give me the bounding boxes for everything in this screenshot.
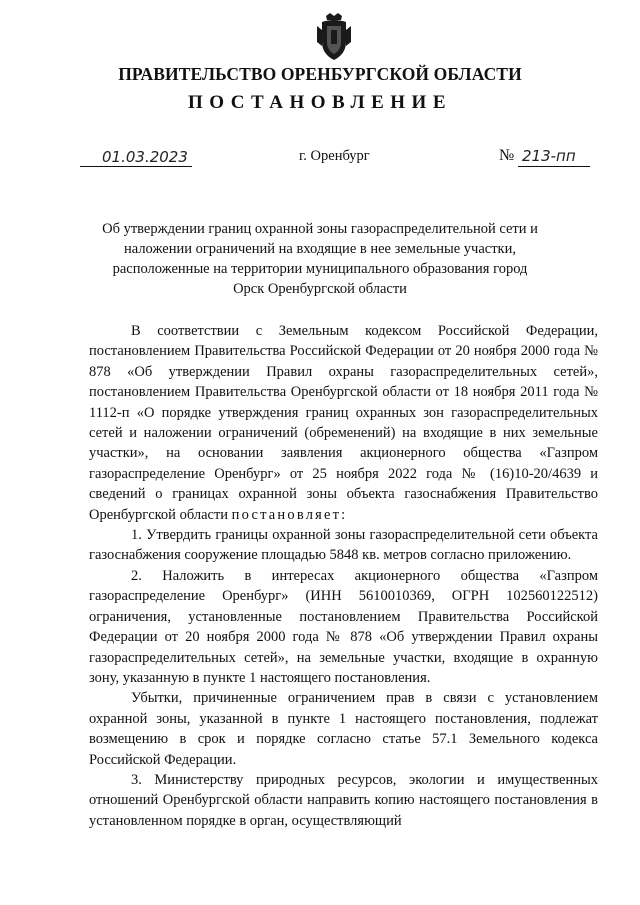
item-3-paragraph: 3. Министерству природных ресурсов, экологии и имущественных отношений Оренбургской области направить копию настоящего постановления в установленном порядке в орган, осуществляющий (89, 771, 598, 829)
government-title: ПРАВИТЕЛЬСТВО ОРЕНБУРГСКОЙ ОБЛАСТИ (118, 64, 522, 84)
losses-paragraph: Убытки, причиненные ограничением прав в связи с установлением охранной зоны, указанной в пункте 1 настоящего постановления, подлежат возмещению в срок и порядке согласно статье 57.1 Земельного кодекса Российской Федерации. (89, 690, 598, 768)
decree-body (89, 321, 598, 831)
coat-of-arms-icon (314, 12, 354, 62)
decree-number: 213-пп (522, 147, 576, 165)
item-2-paragraph: 2. Наложить в интересах акционерного общества «Газпром газораспределение Оренбург» (ИНН 5610010369, ОГРН 102560122512) ограничения, установленные постановлением Правительства Российской Федерации от 20 ноября 2000 года № 878 «Об утверждении Правил охраны газораспределительных сетей», на земельные участки, входящие в охранную зону, указанную в пункте 1 настоящего постановления. (89, 567, 598, 686)
resolves-word: постановляет: (231, 506, 348, 523)
decree-date: 01.03.2023 (102, 148, 188, 166)
document-type-title: ПОСТАНОВЛЕНИЕ (187, 92, 453, 113)
preamble-paragraph (89, 321, 598, 525)
number-sign: № (499, 147, 515, 164)
preamble-text: В соответствии с Земельным кодексом Российской Федерации, постановлением Правительства Российской Федерации от 20 ноября 2000 года № 878 «Об утверждении Правил охраны газораспределительных сетей», постановлением Правительства Оренбургской области от 18 ноября 2011 года № 1112-п «О порядке утверждения границ охранных зон газораспределительных сетей и наложении ограничений (обременений) на входящие в них земельные участки», на основании заявления акционерного общества «Газпром газораспределение Оренбург» от 25 ноября 2022 года № (16)10-20/4639 и сведений о границах охранной зоны объекта газоснабжения Правительство Оренбургской области (89, 323, 598, 523)
date-underline (80, 166, 192, 167)
number-underline (518, 166, 590, 167)
decree-subject: Об утверждении границ охранной зоны газораспределительной сети и наложении ограничений на входящие в нее земельные участки, расположенные на территории муниципального образования город Орск Оренбургской области (102, 221, 538, 297)
item-1-paragraph: 1. Утвердить границы охранной зоны газораспределительной сети объекта газоснабжения сооружение площадью 5848 кв. метров согласно приложению. (89, 527, 598, 564)
decree-meta-row (0, 146, 640, 172)
decree-city: г. Оренбург (299, 148, 370, 164)
